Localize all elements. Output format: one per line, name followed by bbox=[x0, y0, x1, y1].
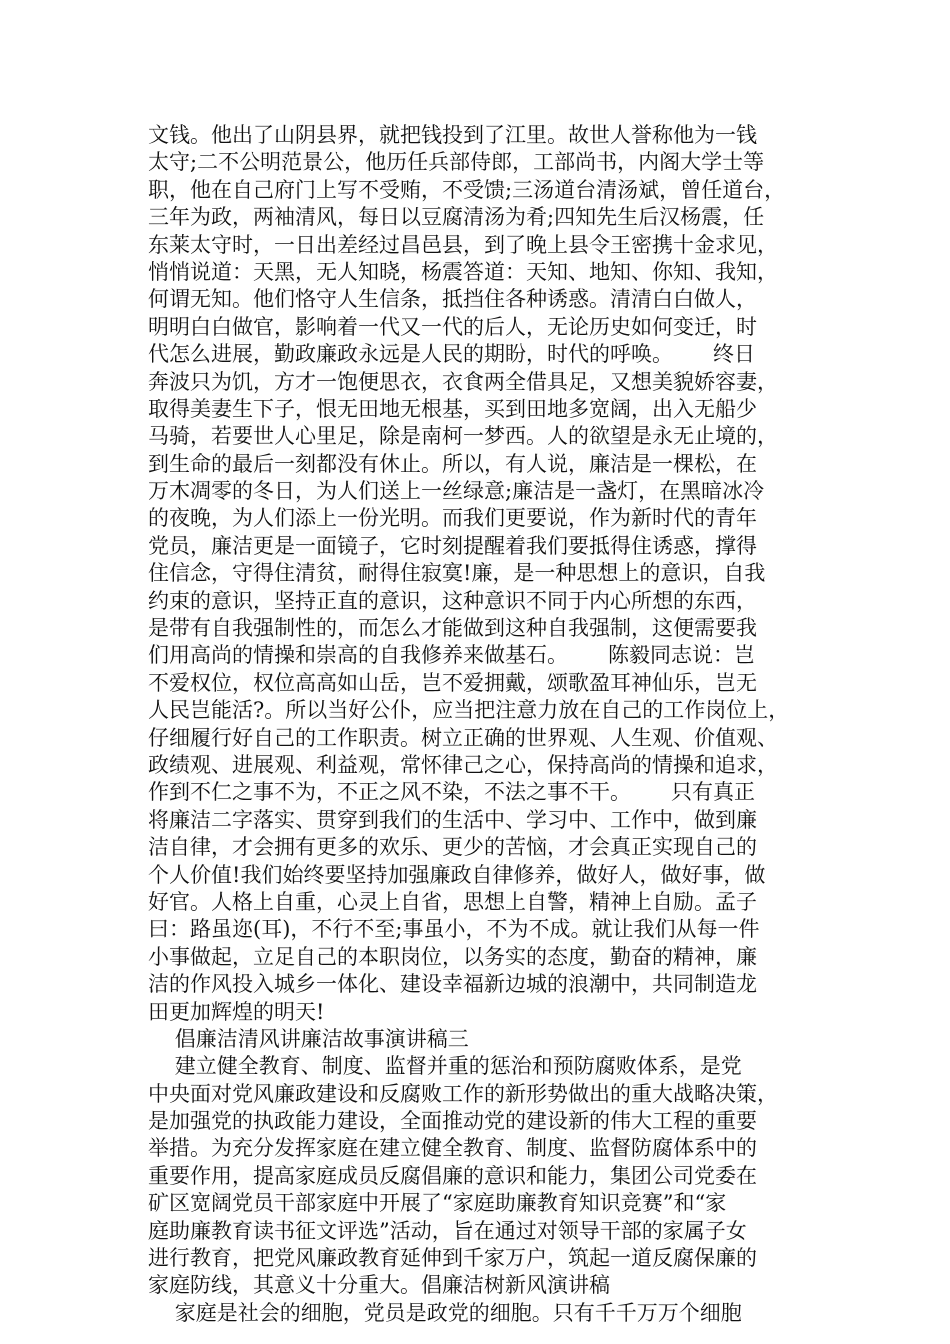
text-line: 奔波只为饥，方才一饱便思衣，衣食两全借具足，又想美貌娇容妻， bbox=[148, 369, 778, 394]
text-line: 重要作用，提高家庭成员反腐倡廉的意识和能力，集团公司党委在 bbox=[148, 1163, 757, 1188]
text-line: 三年为政，两袖清风，每日以豆腐清汤为肴;四知先生后汉杨震，任 bbox=[148, 205, 765, 230]
text-line: 到生命的最后一刻都没有休止。所以，有人说，廉洁是一棵松，在 bbox=[148, 451, 757, 476]
text-line: 作到不仁之事不为，不正之风不染，不法之事不干。 只有真正 bbox=[148, 780, 756, 805]
text-line: 个人价值!我们始终要坚持加强廉政自律修养，做好人，做好事，做 bbox=[148, 862, 766, 887]
text-line: 不爱权位，权位高高如山岳，岂不爱拥戴，颂歌盈耳神仙乐，岂无 bbox=[148, 670, 757, 695]
text-line: 小事做起，立足自己的本职岗位，以务实的态度，勤奋的精神，廉 bbox=[148, 944, 757, 969]
text-line: 洁自律，才会拥有更多的欢乐、更少的苦恼，才会真正实现自己的 bbox=[148, 835, 757, 860]
text-line: 东莱太守时，一日出差经过昌邑县，到了晚上县令王密携十金求见， bbox=[148, 232, 778, 257]
text-line: 庭助廉教育读书征文评选”活动，旨在通过对领导干部的家属子女 bbox=[148, 1218, 747, 1243]
text-line: 悄悄说道：天黑，无人知晓，杨震答道：天知、地知、你知、我知， bbox=[148, 259, 778, 284]
text-line: 是加强党的执政能力建设，全面推动党的建设新的伟大工程的重要 bbox=[148, 1109, 757, 1134]
text-line: 代怎么进展，勤政廉政永远是人民的期盼，时代的呼唤。 终日 bbox=[148, 342, 756, 367]
text-line: 矿区宽阔党员干部家庭中开展了“家庭助廉教育知识竞赛”和“家 bbox=[148, 1191, 727, 1216]
section-heading: 倡廉洁清风讲廉洁故事演讲稿三 bbox=[148, 1026, 469, 1051]
text-line: 马骑，若要世人心里足，除是南柯一梦西。人的欲望是永无止境的， bbox=[148, 424, 778, 449]
text-line: 好官。人格上自重，心灵上自省，思想上自警，精神上自励。孟子 bbox=[148, 889, 757, 914]
body-text bbox=[148, 122, 808, 1327]
text-line: 万木凋零的冬日，为人们送上一丝绿意;廉洁是一盏灯，在黑暗冰冷 bbox=[148, 479, 765, 504]
text-line: 何谓无知。他们恪守人生信条，抵挡住各种诱惑。清清白白做人， bbox=[148, 287, 757, 312]
text-line: 仔细履行好自己的工作职责。树立正确的世界观、人生观、价值观、 bbox=[148, 725, 778, 750]
text-line: 家庭是社会的细胞，党员是政党的细胞。只有千千万万个细胞 bbox=[148, 1300, 742, 1325]
text-line: 中央面对党风廉政建设和反腐败工作的新形势做出的重大战略决策， bbox=[148, 1081, 778, 1106]
text-line: 建立健全教育、制度、监督并重的惩治和预防腐败体系，是党 bbox=[148, 1054, 742, 1079]
text-line: 洁的作风投入城乡一体化、建设幸福新边城的浪潮中，共同制造龙 bbox=[148, 972, 757, 997]
text-line: 职，他在自己府门上写不受贿，不受馈;三汤道台清汤斌，曾任道台， bbox=[148, 177, 786, 202]
text-line: 人民岂能活?。所以当好公仆，应当把注意力放在自己的工作岗位上， bbox=[148, 698, 790, 723]
text-line: 取得美妻生下子，恨无田地无根基，买到田地多宽阔，出入无船少 bbox=[148, 396, 757, 421]
text-line: 政绩观、进展观、利益观，常怀律己之心，保持高尚的情操和追求， bbox=[148, 752, 778, 777]
text-line: 曰：路虽迩(耳)，不行不至;事虽小，不为不成。就让我们从每一件 bbox=[148, 917, 760, 942]
text-line: 明明白白做官，影响着一代又一代的后人，无论历史如何变迁，时 bbox=[148, 314, 757, 339]
text-line: 住信念，守得住清贫，耐得住寂寞!廉，是一种思想上的意识，自我 bbox=[148, 561, 766, 586]
text-line: 约束的意识，坚持正直的意识，这种意识不同于内心所想的东西， bbox=[148, 588, 757, 613]
text-line: 文钱。他出了山阴县界，就把钱投到了江里。故世人誉称他为一钱 bbox=[148, 123, 757, 147]
text-line: 田更加辉煌的明天! bbox=[148, 999, 325, 1024]
text-line: 进行教育，把党风廉政教育延伸到千家万户，筑起一道反腐保廉的 bbox=[148, 1246, 757, 1271]
text-line: 太守;二不公明范景公，他历任兵部侍郎，工部尚书，内阁大学士等 bbox=[148, 150, 765, 175]
text-line: 们用高尚的情操和崇高的自我修养来做基石。 陈毅同志说：岂 bbox=[148, 643, 756, 668]
text-line: 将廉洁二字落实、贯穿到我们的生活中、学习中、工作中，做到廉 bbox=[148, 807, 757, 832]
text-line: 的夜晚，为人们添上一份光明。而我们更要说，作为新时代的青年 bbox=[148, 506, 757, 531]
text-line: 党员，廉洁更是一面镜子，它时刻提醒着我们要抵得住诱惑，撑得 bbox=[148, 533, 757, 558]
text-line: 举措。为充分发挥家庭在建立健全教育、制度、监督防腐体系中的 bbox=[148, 1136, 757, 1161]
text-line: 家庭防线，其意义十分重大。倡廉洁树新风演讲稿 bbox=[148, 1273, 610, 1298]
text-line: 是带有自我强制性的，而怎么才能做到这种自我强制，这便需要我 bbox=[148, 616, 757, 641]
